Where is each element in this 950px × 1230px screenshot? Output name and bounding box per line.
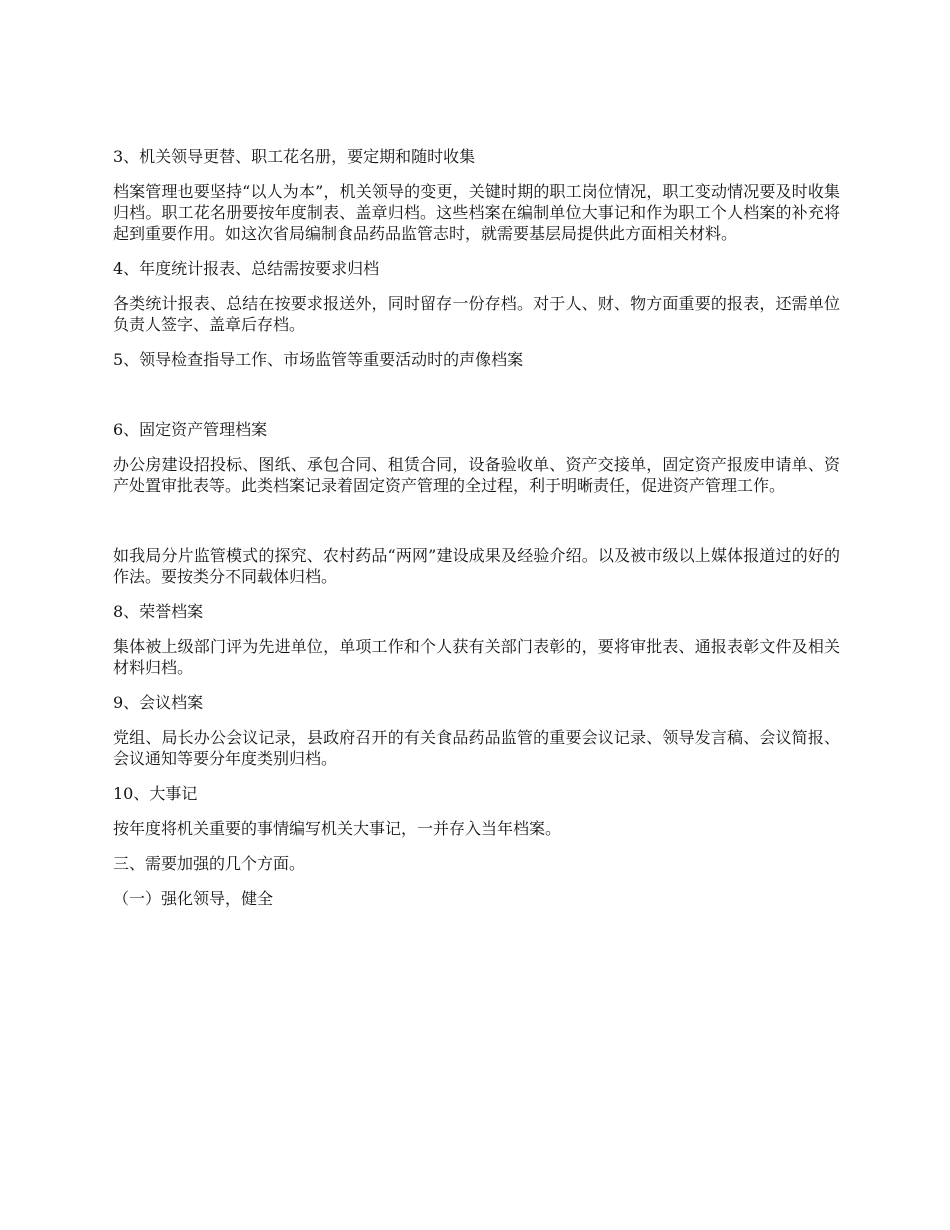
section-heading: 8、荣誉档案	[113, 602, 204, 621]
paragraph: 档案管理也要坚持“以人为本”，机关领导的变更，关键时期的职工岗位情况，职工变动情况要及时收集归档。职工花名册要按年度制表、盖章归档。这些档案在编制单位大事记和作为职工个人档案的补充将起到重要作用。如这次省局编制食品药品监管志时，就需要基层局提供此方面相关材料。	[113, 182, 840, 243]
section-heading: 9、会议档案	[113, 693, 204, 712]
paragraph: 各类统计报表、总结在按要求报送外，同时留存一份存档。对于人、财、物方面重要的报表，还需单位负责人签字、盖章后存档。	[113, 294, 840, 334]
section-heading: 10、大事记	[113, 784, 198, 803]
paragraph: 办公房建设招投标、图纸、承包合同、租赁合同，设备验收单、资产交接单，固定资产报废申请单、资产处置审批表等。此类档案记录着固定资产管理的全过程，利于明晰责任，促进资产管理工作。	[113, 455, 840, 495]
paragraph: 按年度将机关重要的事情编写机关大事记，一并存入当年档案。	[113, 819, 562, 838]
blank-gap	[113, 510, 840, 545]
section-heading: 三、需要加强的几个方面。	[113, 854, 306, 873]
section-heading: 4、年度统计报表、总结需按要求归档	[113, 259, 380, 278]
section-heading: 6、固定资产管理档案	[113, 420, 268, 439]
paragraph: 集体被上级部门评为先进单位，单项工作和个人获有关部门表彰的，要将审批表、通报表彰文件及相关材料归档。	[113, 637, 840, 677]
paragraph: 党组、局长办公会议记录，县政府召开的有关食品药品监管的重要会议记录、领导发言稿、会议简报、会议通知等要分年度类别归档。	[113, 728, 840, 768]
blank-gap	[113, 384, 840, 419]
document-body	[113, 146, 840, 923]
paragraph: 如我局分片监管模式的探究、农村药品“两网”建设成果及经验介绍。以及被市级以上媒体报道过的好的作法。要按类分不同载体归档。	[113, 546, 840, 586]
section-heading: 5、领导检查指导工作、市场监管等重要活动时的声像档案	[113, 350, 524, 369]
section-heading: （一）强化领导，健全	[113, 889, 274, 908]
section-heading: 3、机关领导更替、职工花名册，要定期和随时收集	[113, 147, 476, 166]
